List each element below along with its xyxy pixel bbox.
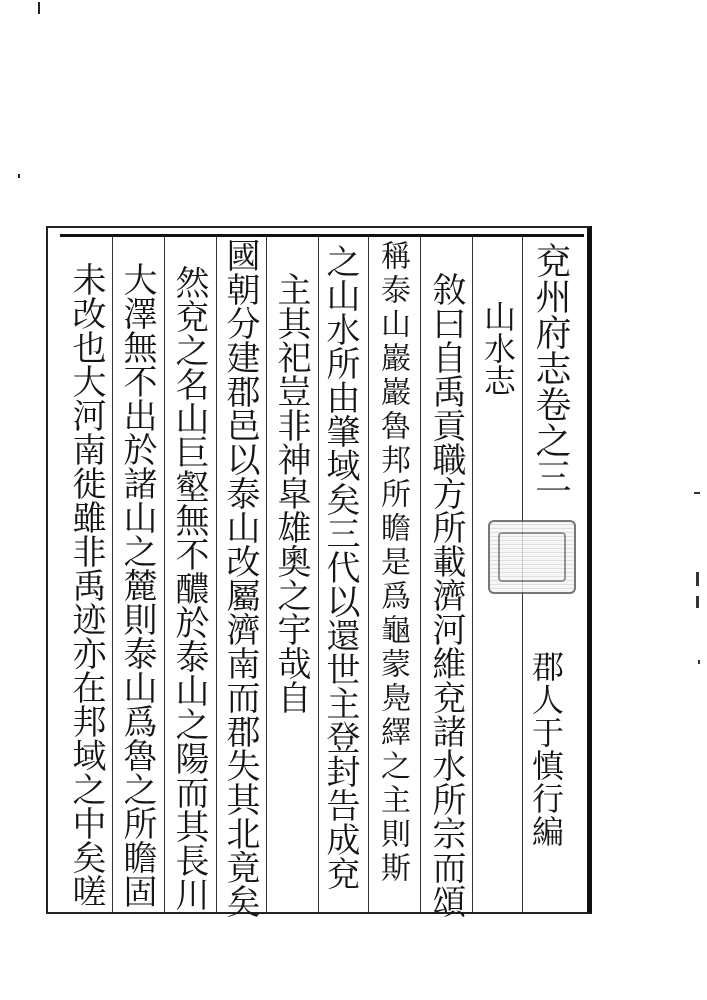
column-rule bbox=[420, 236, 421, 912]
ink-mark bbox=[18, 174, 20, 178]
text-column: 然兗之名山巨壑無不醲於泰山之陽而其長川 bbox=[169, 265, 209, 911]
top-rule bbox=[60, 234, 584, 237]
column-rule bbox=[472, 236, 473, 912]
column-rule bbox=[368, 236, 369, 912]
text-column: 國朝分建郡邑以泰山改屬濟南而郡失其北竟矣 bbox=[220, 238, 260, 918]
section-title: 山水志 bbox=[479, 300, 517, 396]
text-column: 之山水所由肇域矣三代以還世主登封告成兗 bbox=[320, 244, 360, 890]
column-rule bbox=[318, 236, 319, 912]
text-column: 稱泰山巖巖魯邦所瞻是爲龜蒙鳧繹之主則斯 bbox=[375, 240, 410, 886]
column-rule bbox=[266, 236, 267, 912]
seal-stamp bbox=[488, 520, 576, 594]
text-column: 主其祀豈非神皐雄奧之宇哉自 bbox=[271, 272, 311, 714]
edge-mark bbox=[696, 572, 699, 586]
text-column: 敘曰自禹貢職方所載濟河維兗諸水所宗而頌 bbox=[426, 272, 466, 918]
edge-mark bbox=[696, 596, 699, 608]
column-rule bbox=[112, 236, 113, 912]
column-rule bbox=[216, 236, 217, 912]
text-column: 大澤無不出於諸山之麓則泰山爲魯之所瞻固 bbox=[117, 262, 157, 908]
column-rule bbox=[164, 236, 165, 912]
ink-mark bbox=[38, 2, 40, 14]
chapter-title: 兗州府志卷之三 bbox=[530, 242, 571, 494]
edge-mark bbox=[694, 492, 700, 494]
text-column: 未改也大河南徙雖非禹迹亦在邦域之中矣嗟 bbox=[66, 262, 106, 908]
author-byline: 郡人于慎行編 bbox=[527, 650, 565, 848]
edge-mark bbox=[698, 660, 700, 664]
